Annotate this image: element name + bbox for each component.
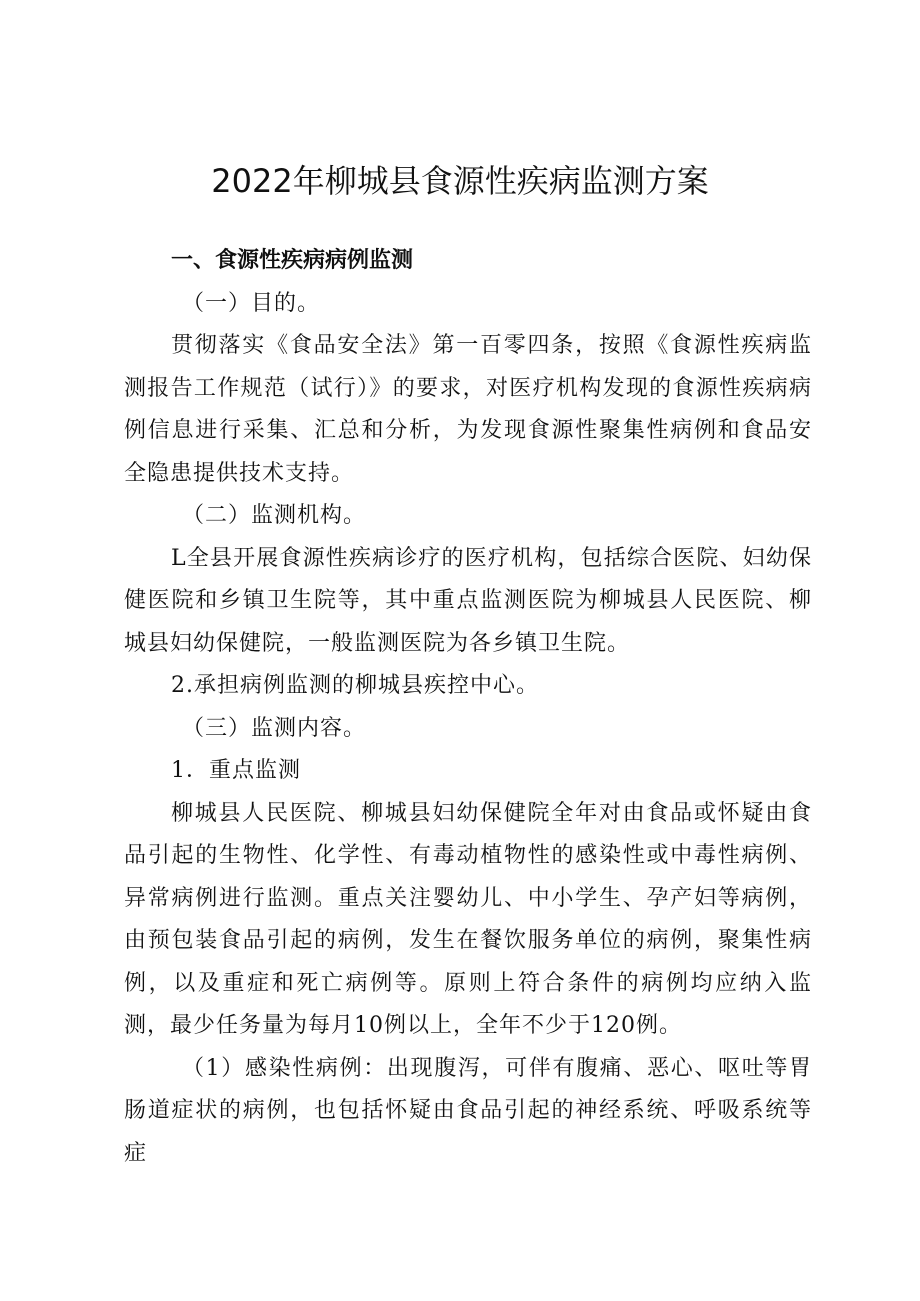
section-heading: 一、食源性疾病病例监测 [171, 248, 414, 273]
paragraph-key-monitoring: 柳城县人民医院、柳城县妇幼保健院全年对由食品或怀疑由食品引起的生物性、化学性、有毒动植物性的感染性或中毒性病例、异常病例进行监测。重点关注婴幼儿、中小学生、孕产妇等病例，由预包装食品引起的病例，发生在餐饮服务单位的病例，聚集性病例，以及重症和死亡病例等。原则上符合条件的病例均应纳入监测，最少任务量为每月10例以上，全年不少于120例。 [124, 800, 812, 1038]
paragraph-purpose: 贯彻落实《食品安全法》第一百零四条，按照《食源性疾病监测报告工作规范（试行）》的要求，对医疗机构发现的食源性疾病病例信息进行采集、汇总和分析，为发现食源性聚集性病例和食品安全隐患提供技术支持。 [124, 333, 812, 486]
subsection-heading-institutions: （二）监测机构。 [182, 503, 367, 528]
subsection-heading-content: （三）监测内容。 [182, 715, 367, 741]
paragraph-key-monitoring-label: 1．重点监测 [171, 758, 301, 783]
subsection-heading-purpose: （一）目的。 [182, 290, 321, 316]
paragraph-institutions-1: L全县开展食源性疾病诊疗的医疗机构，包括综合医院、妇幼保健医院和乡镇卫生院等，其中重点监测医院为柳城县人民医院、柳城县妇幼保健院，一般监测医院为各乡镇卫生院。 [124, 545, 812, 656]
paragraph-institutions-2: 2.承担病例监测的柳城县疾控中心。 [171, 673, 539, 698]
document-title: 2022年柳城县食源性疾病监测方案 [211, 162, 709, 200]
paragraph-infectious-cases: （1）感染性病例：出现腹泻，可伴有腹痛、恶心、呕吐等胃肠道症状的病例，也包括怀疑由食品引起的神经系统、呼吸系统等症 [124, 1055, 812, 1166]
document-body [124, 240, 812, 1175]
